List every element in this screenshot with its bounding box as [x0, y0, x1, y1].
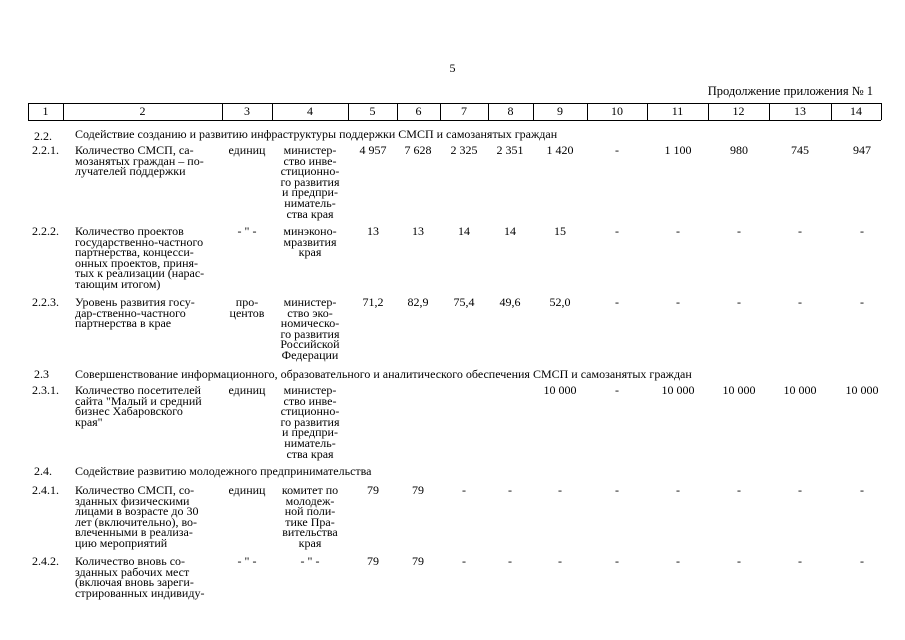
executor-line: ной поли-: [284, 504, 336, 519]
executor-line: го развития: [280, 174, 340, 189]
indicator-name-line: Количество проектов: [75, 224, 184, 238]
value-cell: 7 628: [404, 143, 432, 157]
value-cell: 79: [412, 554, 424, 568]
indicator-name-line: онных проектов, приня-: [75, 255, 199, 270]
indicator-name-line: влеченными в реализа-: [75, 525, 193, 540]
value-cell: -: [860, 295, 864, 309]
value-cell: -: [676, 295, 680, 309]
executor-line: - " -: [300, 554, 320, 568]
executor-line: Федерации: [281, 348, 339, 362]
value-cell: 49,6: [499, 295, 521, 309]
section-title: Содействие развитию молодежного предпринимательства: [75, 464, 372, 478]
value-cell: 10 000: [783, 383, 817, 397]
value-cell: 82,9: [407, 295, 429, 309]
value-cell: 75,4: [453, 295, 475, 309]
indicator-name-line: Количество СМСП, са-: [75, 143, 194, 157]
executor-line: ство эко-: [287, 305, 333, 320]
value-cell: -: [798, 483, 802, 497]
header-cell: 9: [557, 104, 563, 118]
executor-line: го развития: [280, 414, 340, 429]
value-cell: -: [676, 224, 680, 238]
header-cell: 11: [671, 104, 684, 118]
section-number: 2.4.: [34, 464, 52, 478]
executor-line: тике Пра-: [285, 514, 335, 529]
executor-line: края: [298, 245, 322, 260]
unit-line: центов: [229, 305, 265, 320]
indicator-name-line: стрированных индивиду-: [75, 585, 205, 600]
executor-line: министер-: [283, 295, 337, 309]
header-cell: 3: [244, 104, 250, 118]
value-cell: 15: [554, 224, 566, 238]
executor-line: мразвития: [283, 234, 337, 249]
value-cell: -: [737, 224, 741, 238]
value-cell: 2 325: [450, 143, 478, 157]
value-cell: -: [558, 483, 562, 497]
executor-line: комитет по: [281, 483, 339, 497]
value-cell: 13: [412, 224, 424, 238]
executor-line: го развития: [280, 326, 340, 341]
row-number: 2.3.1.: [32, 383, 59, 397]
value-cell: -: [615, 143, 619, 157]
header-cell: 10: [611, 104, 623, 118]
indicator-name-line: мозанятых граждан – по-: [75, 153, 204, 168]
header-cell: 13: [794, 104, 806, 118]
executor-line: ства края: [286, 446, 334, 461]
value-cell: -: [798, 224, 802, 238]
indicator-name-line: лучателей поддержки: [75, 164, 186, 179]
value-cell: 79: [367, 483, 379, 497]
value-cell: -: [615, 295, 619, 309]
value-cell: 14: [504, 224, 516, 238]
indicator-name-line: Количество СМСП, со-: [75, 483, 195, 497]
indicator-name-line: Уровень развития госу-: [75, 295, 195, 309]
value-cell: -: [508, 554, 512, 568]
indicator-name-line: зданных физическими: [75, 493, 190, 508]
value-cell: 13: [367, 224, 379, 238]
executor-line: Российской: [280, 337, 340, 352]
section-number: 2.3: [34, 367, 49, 381]
value-cell: -: [558, 554, 562, 568]
value-cell: -: [737, 483, 741, 497]
indicator-name-line: цию мероприятий: [75, 536, 168, 550]
executor-line: молодеж-: [285, 493, 335, 508]
value-cell: 14: [458, 224, 470, 238]
executor-line: вительства: [282, 525, 338, 540]
unit-line: - " -: [237, 224, 257, 238]
unit-line: - " -: [237, 554, 257, 568]
executor-line: номическо-: [280, 316, 340, 331]
header-cell: 14: [850, 104, 862, 118]
value-cell: 79: [367, 554, 379, 568]
value-cell: 10 000: [543, 383, 577, 397]
continuation-label: Продолжение приложения № 1: [707, 84, 873, 98]
indicator-name-line: тых к реализации (нарас-: [75, 266, 205, 281]
header-bottom-border: [28, 120, 881, 121]
value-cell: -: [462, 554, 466, 568]
header-top-border: [28, 103, 881, 104]
section-number: 2.2.: [34, 129, 52, 143]
indicator-name-line: бизнес Хабаровского: [75, 404, 183, 419]
row-number: 2.2.1.: [32, 143, 59, 157]
indicator-name-line: края": [75, 414, 103, 429]
indicator-name-line: партнерства, концесси-: [75, 245, 194, 260]
executor-line: стиционно-: [280, 404, 340, 419]
unit-line: единиц: [228, 143, 266, 157]
executor-line: стиционно-: [280, 164, 340, 179]
executor-line: министер-: [283, 383, 337, 397]
header-cell: 5: [369, 104, 376, 118]
executor-line: ство инве-: [283, 153, 337, 168]
section-title: Совершенствование информационного, образовательного и аналитического обеспечения СМСП и самозанятых граждан: [75, 367, 692, 381]
indicator-name-line: Количество вновь со-: [75, 554, 186, 568]
value-cell: -: [737, 295, 741, 309]
value-cell: -: [615, 554, 619, 568]
value-cell: -: [737, 554, 741, 568]
value-cell: -: [462, 483, 466, 497]
row-number: 2.4.2.: [32, 554, 59, 568]
value-cell: 1 100: [664, 143, 692, 157]
value-cell: 980: [730, 143, 748, 157]
value-cell: 947: [853, 143, 871, 157]
page-number: 5: [449, 61, 456, 75]
value-cell: 1 420: [546, 143, 574, 157]
unit-line: про-: [235, 295, 259, 309]
value-cell: -: [676, 554, 680, 568]
executor-line: ниматель-: [284, 196, 336, 210]
header-cell: 4: [307, 104, 313, 118]
header-cell: 12: [732, 104, 745, 118]
executor-line: и предпри-: [282, 425, 338, 440]
value-cell: 79: [412, 483, 424, 497]
indicator-name-line: (включая вновь зареги-: [75, 575, 194, 590]
executor-line: ниматель-: [284, 436, 336, 450]
value-cell: 10 000: [845, 383, 879, 397]
indicator-name-line: тающим итогом): [75, 277, 161, 291]
executor-line: ство инве-: [283, 393, 337, 408]
indicator-name-line: сайта "Малый и средний: [75, 393, 202, 408]
value-cell: -: [615, 383, 619, 397]
value-cell: 10 000: [722, 383, 756, 397]
section-title: Содействие созданию и развитию инфраструктуры поддержки СМСП и самозанятых граждан: [75, 127, 558, 141]
value-cell: -: [615, 224, 619, 238]
value-cell: -: [860, 554, 864, 568]
header-cell: 7: [461, 104, 467, 118]
value-cell: 4 957: [359, 143, 387, 157]
executor-line: министер-: [283, 143, 337, 157]
row-number: 2.2.2.: [32, 224, 59, 238]
indicator-name-line: дар-ственно-частного: [75, 305, 186, 320]
row-number: 2.4.1.: [32, 483, 59, 497]
unit-line: единиц: [228, 383, 266, 397]
value-cell: -: [860, 224, 864, 238]
value-cell: 71,2: [362, 295, 384, 309]
header-cell: 1: [42, 104, 49, 118]
indicator-name-line: Количество посетителей: [75, 383, 201, 397]
value-cell: -: [508, 483, 512, 497]
header-column-divider: [881, 103, 882, 120]
header-cell: 6: [415, 104, 422, 118]
indicator-name-line: партнерства в крае: [75, 316, 172, 331]
header-cell: 2: [139, 104, 146, 118]
value-cell: -: [676, 483, 680, 497]
value-cell: 52,0: [549, 295, 571, 309]
value-cell: 2 351: [496, 143, 524, 157]
value-cell: 745: [791, 143, 809, 157]
value-cell: -: [798, 295, 802, 309]
indicator-name-line: государственно-частного: [75, 234, 204, 249]
executor-line: ства края: [286, 206, 334, 221]
executor-line: края: [298, 536, 322, 550]
row-number: 2.2.3.: [32, 295, 59, 309]
unit-line: единиц: [228, 483, 266, 497]
value-cell: -: [860, 483, 864, 497]
indicator-name-line: лет (включительно), во-: [75, 514, 198, 529]
value-cell: -: [798, 554, 802, 568]
indicator-name-line: зданных рабочих мест: [75, 564, 190, 579]
executor-line: и предпри-: [282, 185, 338, 200]
value-cell: 10 000: [661, 383, 695, 397]
indicator-name-line: лицами в возрасте до 30: [75, 504, 199, 519]
executor-line: минэконо-: [283, 224, 337, 238]
value-cell: -: [615, 483, 619, 497]
header-cell: 8: [507, 104, 514, 118]
